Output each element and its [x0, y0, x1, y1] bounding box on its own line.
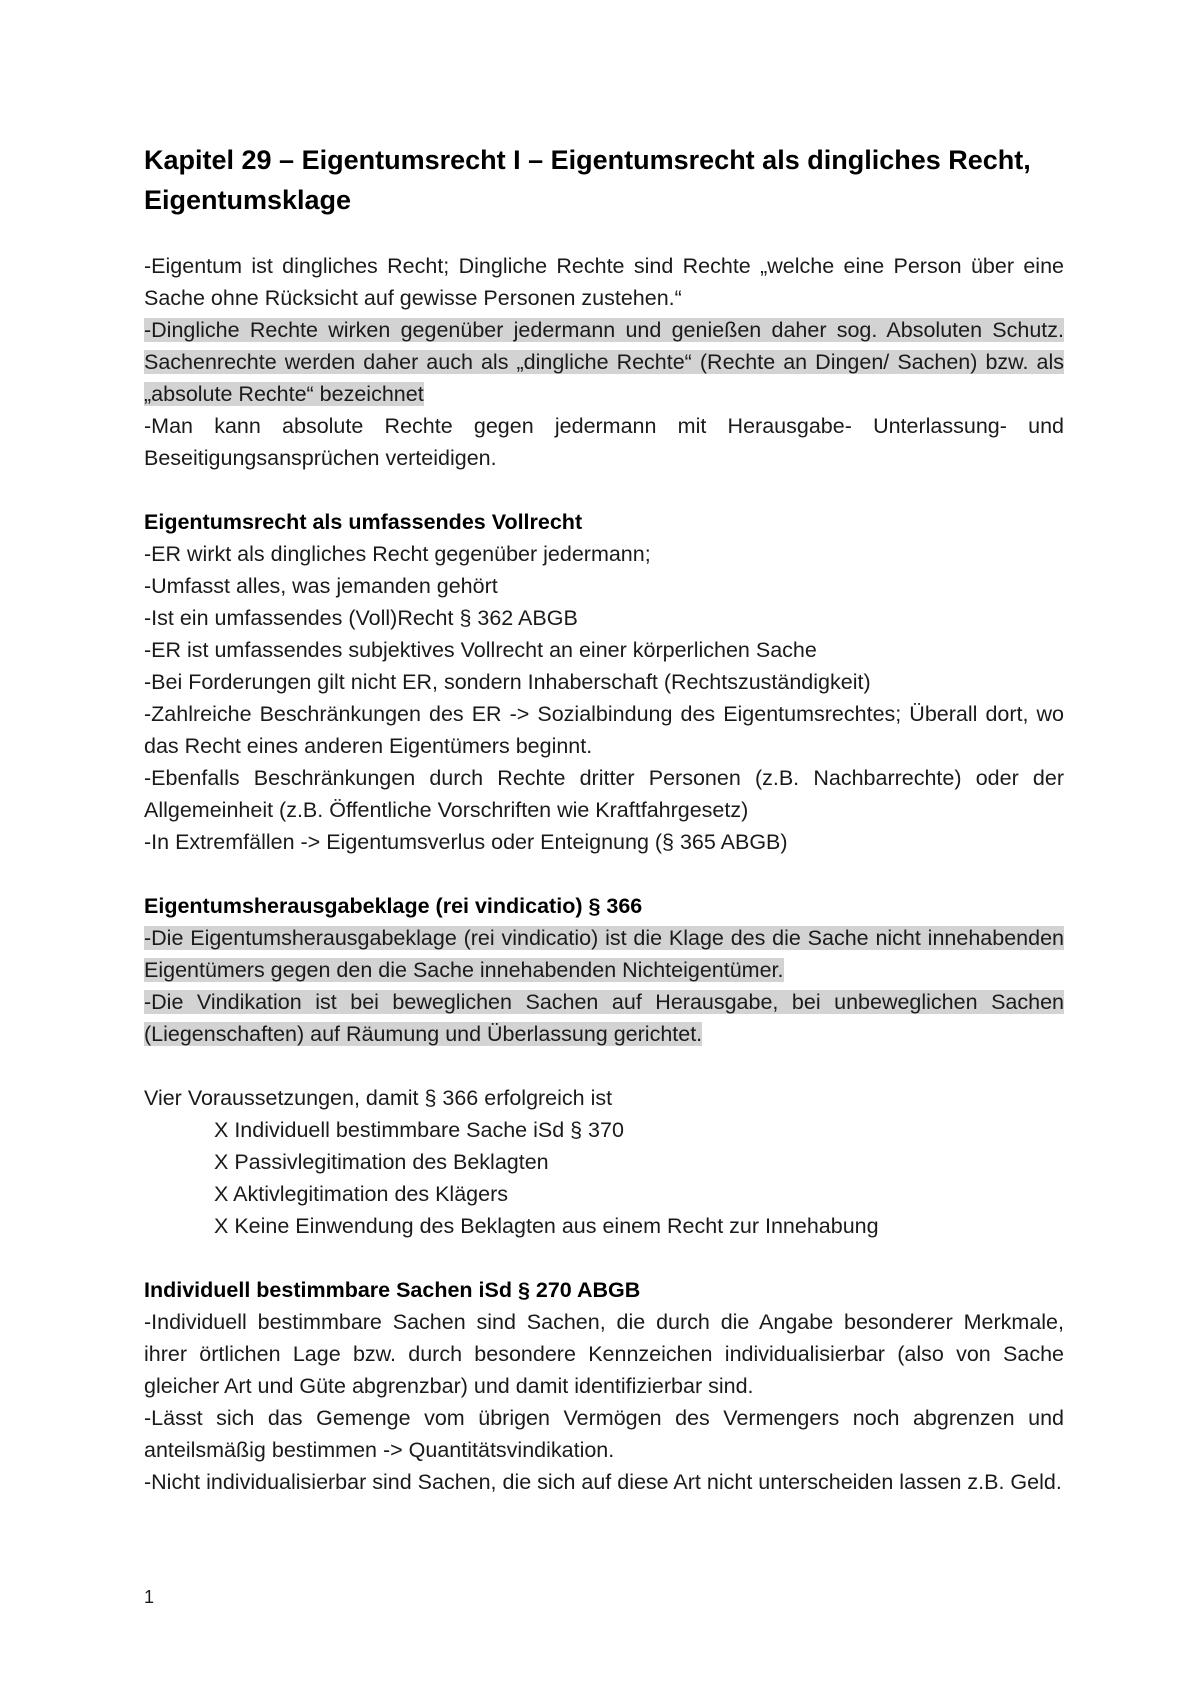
intro-paragraph-1: -Eigentum ist dingliches Recht; Dingliche Rechte sind Rechte „welche eine Person über eine Sache ohne Rücksicht auf gewisse Personen zustehen.“: [144, 254, 1064, 310]
voraussetzung-item: X Passivlegitimation des Beklagten: [214, 1150, 549, 1174]
chapter-title: Kapitel 29 – Eigentumsrecht I – Eigentumsrecht als dingliches Recht, Eigentumsklage: [144, 145, 1031, 215]
voraussetzung-item: X Keine Einwendung des Beklagten aus einem Recht zur Innehabung: [214, 1214, 879, 1238]
vollrecht-line: -ER ist umfassendes subjektives Vollrecht an einer körperlichen Sache: [144, 638, 817, 662]
vollrecht-line: -Ebenfalls Beschränkungen durch Rechte dritter Personen (z.B. Nachbarrechte) oder der Allgemeinheit (z.B. Öffentliche Vorschriften wie Kraftfahrgesetz): [144, 766, 1064, 822]
section-heading-vollrecht: Eigentumsrecht als umfassendes Vollrecht: [144, 510, 583, 534]
spacer: [144, 1050, 1064, 1082]
vollrecht-line: -Umfasst alles, was jemanden gehört: [144, 574, 498, 598]
vollrecht-line: -In Extremfällen -> Eigentumsverlus oder Enteignung (§ 365 ABGB): [144, 830, 788, 854]
vollrecht-line: -ER wirkt als dingliches Recht gegenüber jedermann;: [144, 542, 651, 566]
section-heading-klage: Eigentumsherausgabeklage (rei vindicatio) § 366: [144, 894, 643, 918]
klage-paragraph-1: [144, 922, 1064, 986]
vollrecht-line: -Bei Forderungen gilt nicht ER, sondern Inhaberschaft (Rechtszuständigkeit): [144, 670, 871, 694]
voraussetzung-item: X Individuell bestimmbare Sache iSd § 370: [214, 1118, 624, 1142]
document-page: [144, 140, 1064, 1498]
voraussetzungen-intro: Vier Voraussetzungen, damit § 366 erfolgreich ist: [144, 1086, 613, 1110]
section-heading-sachen: Individuell bestimmbare Sachen iSd § 270 ABGB: [144, 1278, 641, 1302]
spacer: [144, 858, 1064, 890]
highlighted-text: -Die Eigentumsherausgabeklage (rei vindicatio) ist die Klage des die Sache nicht innehabenden Eigentümers gegen den die Sache innehabenden Nichteigentümer.: [144, 926, 1064, 982]
vollrecht-line: -Zahlreiche Beschränkungen des ER -> Sozialbindung des Eigentumsrechtes; Überall dort, wo das Recht eines anderen Eigentümers beginnt.: [144, 702, 1064, 758]
spacer: [144, 474, 1064, 506]
sachen-line: -Nicht individualisierbar sind Sachen, die sich auf diese Art nicht unterscheiden lassen z.B. Geld.: [144, 1470, 1062, 1494]
sachen-line: -Lässt sich das Gemenge vom übrigen Vermögen des Vermengers noch abgrenzen und anteilsmäßig bestimmen -> Quantitätsvindikation.: [144, 1406, 1064, 1462]
voraussetzung-item: X Aktivlegitimation des Klägers: [214, 1182, 508, 1206]
spacer: [144, 1242, 1064, 1274]
intro-paragraph-2: [144, 314, 1064, 410]
vollrecht-line: -Ist ein umfassendes (Voll)Recht § 362 ABGB: [144, 606, 578, 630]
highlighted-text: -Die Vindikation ist bei beweglichen Sachen auf Herausgabe, bei unbeweglichen Sachen (Liegenschaften) auf Räumung und Überlassung gerichtet.: [144, 990, 1064, 1046]
sachen-line: -Individuell bestimmbare Sachen sind Sachen, die durch die Angabe besonderer Merkmale, ihrer örtlichen Lage bzw. durch besondere Kennzeichen individualisierbar (also von Sache gleicher Art und Güte abgrenzbar) und damit identifizierbar sind.: [144, 1310, 1064, 1398]
intro-paragraph-3: -Man kann absolute Rechte gegen jedermann mit Herausgabe- Unterlassung- und Beseitigungsansprüchen verteidigen.: [144, 414, 1064, 470]
page-number: 1: [144, 1587, 155, 1607]
highlighted-text: -Dingliche Rechte wirken gegenüber jedermann und genießen daher sog. Absoluten Schutz. Sachenrechte werden daher auch als „dingliche Rechte“ (Rechte an Dingen/ Sachen) bzw. als „absolute Rechte“ bezeichnet: [144, 318, 1064, 406]
klage-paragraph-2: [144, 986, 1064, 1050]
